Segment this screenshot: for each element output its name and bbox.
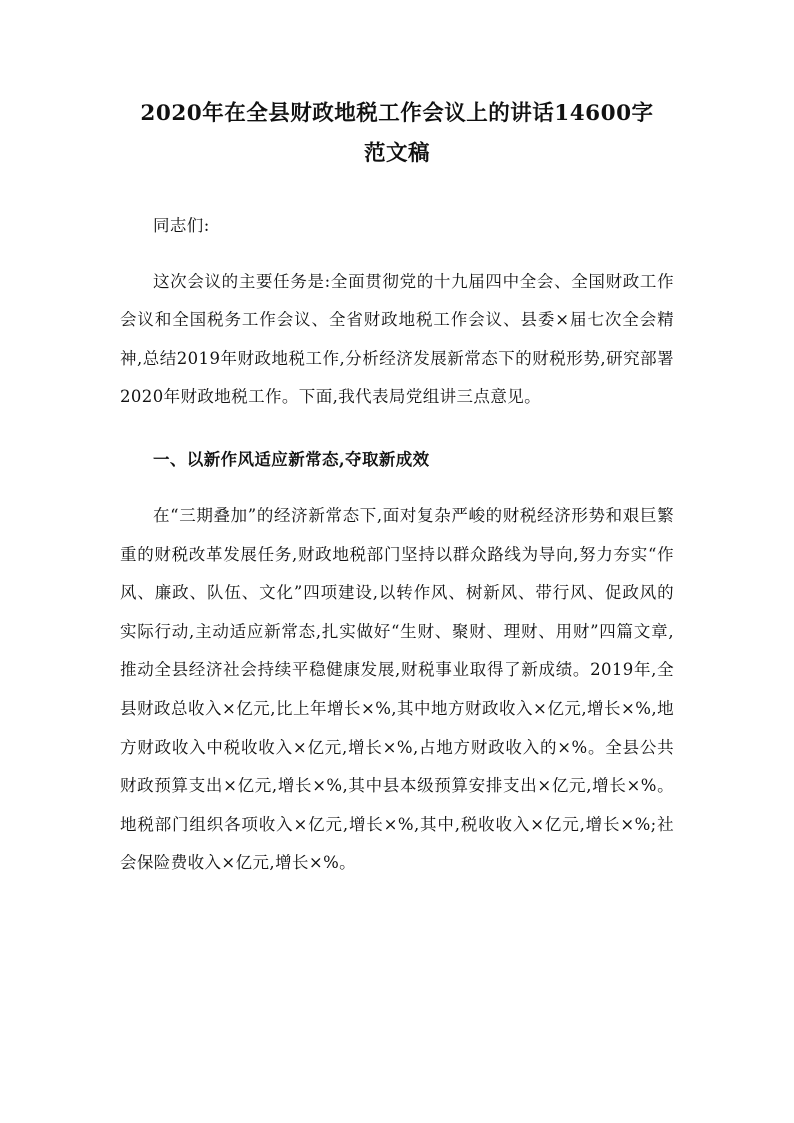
- document-page: [120, 94, 674, 883]
- title-line-2: 范文稿: [363, 141, 430, 166]
- document-title: [120, 94, 674, 174]
- intro-paragraph: 这次会议的主要任务是:全面贯彻党的十九届四中全会、全国财政工作会议和全国税务工作会议、全省财政地税工作会议、县委×届七次全会精神,总结2019年财政地税工作,分析经济发展新常态下的财税形势,研究部署2020年财政地税工作。下面,我代表局党组讲三点意见。: [120, 271, 674, 407]
- title-line-1: 2020年在全县财政地税工作会议上的讲话14600字: [140, 101, 654, 126]
- section-1-paragraph: 在“三期叠加”的经济新常态下,面对复杂严峻的财税经济形势和艰巨繁重的财税改革发展任务,财政地税部门坚持以群众路线为导向,努力夯实“作风、廉政、队伍、文化”四项建设,以转作风、树新风、带行风、促政风的实际行动,主动适应新常态,扎实做好“生财、聚财、理财、用财”四篇文章,推动全县经济社会持续平稳健康发展,财税事业取得了新成绩。2019年,全县财政总收入×亿元,比上年增长×%,其中地方财政收入×亿元,增长×%,地方财政收入中税收收入×亿元,增长×%,占地方财政收入的×%。全县公共财政预算支出×亿元,增长×%,其中县本级预算安排支出×亿元,增长×%。地税部门组织各项收入×亿元,增长×%,其中,税收收入×亿元,增长×%;社会保险费收入×亿元,增长×%。: [120, 505, 674, 873]
- section-heading-1: 一、以新作风适应新常态,夺取新成效: [153, 449, 430, 469]
- salutation: 同志们:: [153, 216, 210, 235]
